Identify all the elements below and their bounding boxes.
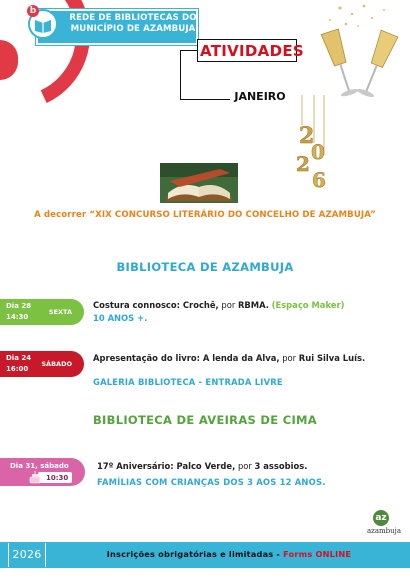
event-date-tag [0,299,84,325]
event-description [93,300,403,311]
contest-prefix: A decorrer [34,210,87,220]
event-date: Dia 31, sábado [10,462,69,470]
event-audience: 10 ANOS +. [93,313,148,323]
municipality-logo-icon: az [373,510,389,526]
section-title-aveiras: BIBLIOTECA DE AVEIRAS DE CIMA [92,413,317,427]
svg-text:2: 2 [296,152,310,176]
footer-year: 2026 [8,543,46,567]
event-date-tag [0,351,84,377]
event-audience: FAMÍLIAS COM CRIANÇAS DOS 3 AOS 12 ANOS. [97,477,326,487]
contest-banner [0,210,410,220]
event-by: por [221,300,236,310]
svg-text:0: 0 [311,140,325,164]
event-activity: 17º Aniversário: Palco Verde, [97,461,236,471]
municipality-logo [364,510,404,540]
event-presenter: Rui Silva Luís. [298,353,366,363]
event-weekday: SÁBADO [41,360,72,368]
event-description [93,353,373,364]
event-date: Dia 24 [6,354,32,362]
open-book-image [160,163,238,203]
library-network-line2: MUNICÍPIO DE AZAMBUJA [70,24,196,34]
event-activity: Costura connosco: Crochê, [93,300,219,310]
event-location: GALERIA BIBLIOTECA - ENTRADA LIVRE [93,377,283,387]
event-time: 14:30 [6,313,29,321]
library-network-line1: REDE DE BIBLIOTECAS DO [69,13,197,23]
month-label: JANEIRO [234,90,286,103]
svg-text:2: 2 [299,123,315,149]
event-presenter: 3 assobios. [254,461,308,471]
event-time: 10:30 [46,474,69,482]
page-title: ATIVIDADES [199,42,304,60]
event-description [97,461,397,472]
library-network-name [68,13,198,35]
year-ornament-icon [290,95,335,190]
event-presenter: RBMA. [237,300,269,310]
event-time: 16:00 [6,365,29,373]
registration-notice-text: Inscrições obrigatórias e limitadas - [106,549,281,559]
event-activity: Apresentação do livro: A lenda da Alva, [93,353,280,363]
footer-strip [0,568,410,580]
birthday-cake-icon [28,470,42,484]
event-extra: (Espaço Maker) [271,300,345,310]
month-bracket [180,76,230,100]
event-date-tag [0,458,85,486]
section-title-azambuja: BIBLIOTECA DE AZAMBUJA [116,260,294,274]
footer-bar [0,542,410,568]
event-by: por [282,353,297,363]
event-date: Dia 28 [6,302,32,310]
registration-notice [48,549,410,559]
event-by: por [237,461,252,471]
champagne-glasses-icon [300,0,410,110]
svg-text:6: 6 [312,168,326,190]
brand-badge: b [27,5,39,17]
municipality-name: azambuja [366,527,401,535]
event-weekday: SEXTA [48,308,72,316]
contest-title: “XIX CONCURSO LITERÁRIO DO CONCELHO DE AZAMBUJA” [89,210,376,220]
online-forms-link[interactable]: Forms ONLINE [283,549,352,559]
